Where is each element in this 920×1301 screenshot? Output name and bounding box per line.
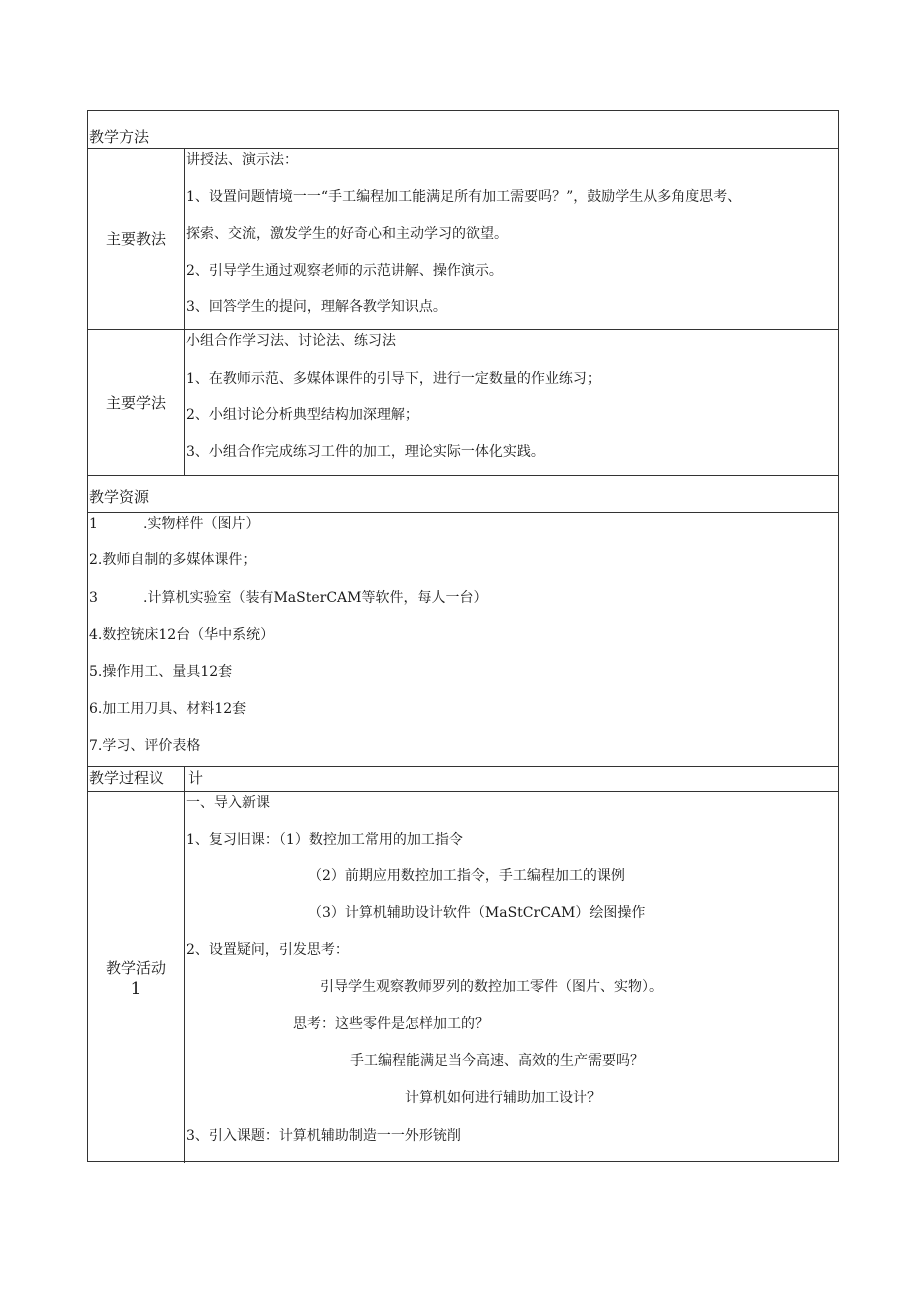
learning-line: 小组合作学习法、讨论法、练习法	[186, 333, 396, 349]
teaching-line: 2、引导学生通过观察老师的示范讲解、操作演示。	[186, 263, 503, 279]
main-learning-label: 主要学法	[105, 394, 166, 412]
resource-item: 7.学习、评价表格	[89, 738, 201, 754]
resource-item: 2.教师自制的多媒体课件；	[89, 552, 257, 568]
resource-item: .实物样件（图片）	[143, 516, 260, 532]
learning-line: 3、小组合作完成练习工件的加工，理论实际一体化实践。	[186, 444, 545, 460]
activity-line: （3）计算机辅助设计软件（MaStCrCAM）绘图操作	[308, 905, 646, 921]
resource-item: 6.加工用刀具、材料12套	[89, 701, 247, 717]
process-header: 教学过程议	[89, 769, 165, 787]
activity-label: 教学活动	[105, 959, 166, 977]
activity-line: 2、设置疑问，引发思考：	[186, 942, 349, 958]
teaching-line: 1、设置问题情境一一“手工编程加工能满足所有加工需要吗？”，鼓励学生从多角度思考、	[186, 189, 742, 205]
row-divider	[88, 512, 838, 513]
column-divider	[184, 766, 185, 1163]
methods-header: 教学方法	[89, 128, 150, 146]
row-divider	[88, 791, 838, 792]
resource-number: 3	[89, 590, 98, 606]
resource-number: 1	[89, 516, 98, 532]
resource-item: 5.操作用工、量具12套	[89, 664, 233, 680]
resource-item: 4.数控铳床12台（华中系统）	[89, 627, 275, 643]
process-header-suffix: 计	[188, 769, 204, 787]
activity-line: 1、复习旧课：（1）数控加工常用的加工指令	[186, 832, 463, 848]
row-divider	[88, 766, 838, 767]
row-divider	[88, 148, 838, 149]
activity-line: 思考：这些零件是怎样加工的？	[293, 1016, 489, 1032]
row-divider	[88, 329, 838, 330]
main-teaching-label: 主要教法	[105, 230, 166, 248]
activity-line: 引导学生观察教师罗列的数控加工零件（图片、实物）。	[320, 979, 663, 995]
activity-line: （2）前期应用数控加工指令，手工编程加工的课例	[308, 868, 625, 884]
activity-line: 一、导入新课	[186, 795, 270, 811]
teaching-line: 讲授法、演示法：	[186, 152, 298, 168]
teaching-line: 探索、交流，激发学生的好奇心和主动学习的欲望。	[186, 226, 508, 242]
learning-line: 2、小组讨论分析典型结构加深理解；	[186, 407, 419, 423]
resource-item: .计算机实验室（装有MaSterCAM等软件，每人一台）	[143, 590, 488, 606]
activity-line: 计算机如何进行辅助加工设计？	[405, 1090, 601, 1106]
activity-line: 3、引入课题：计算机辅助制造一一外形铳削	[186, 1128, 461, 1144]
learning-line: 1、在教师示范、多媒体课件的引导下，进行一定数量的作业练习；	[186, 371, 601, 387]
activity-line: 手工编程能满足当今高速、高效的生产需要吗？	[350, 1053, 644, 1069]
activity-number: 1	[130, 979, 142, 999]
row-divider	[88, 475, 838, 476]
column-divider	[184, 148, 185, 475]
teaching-line: 3、回答学生的提问，理解各教学知识点。	[186, 299, 447, 315]
lesson-plan-table	[87, 110, 839, 1162]
resources-header: 教学资源	[89, 488, 150, 506]
